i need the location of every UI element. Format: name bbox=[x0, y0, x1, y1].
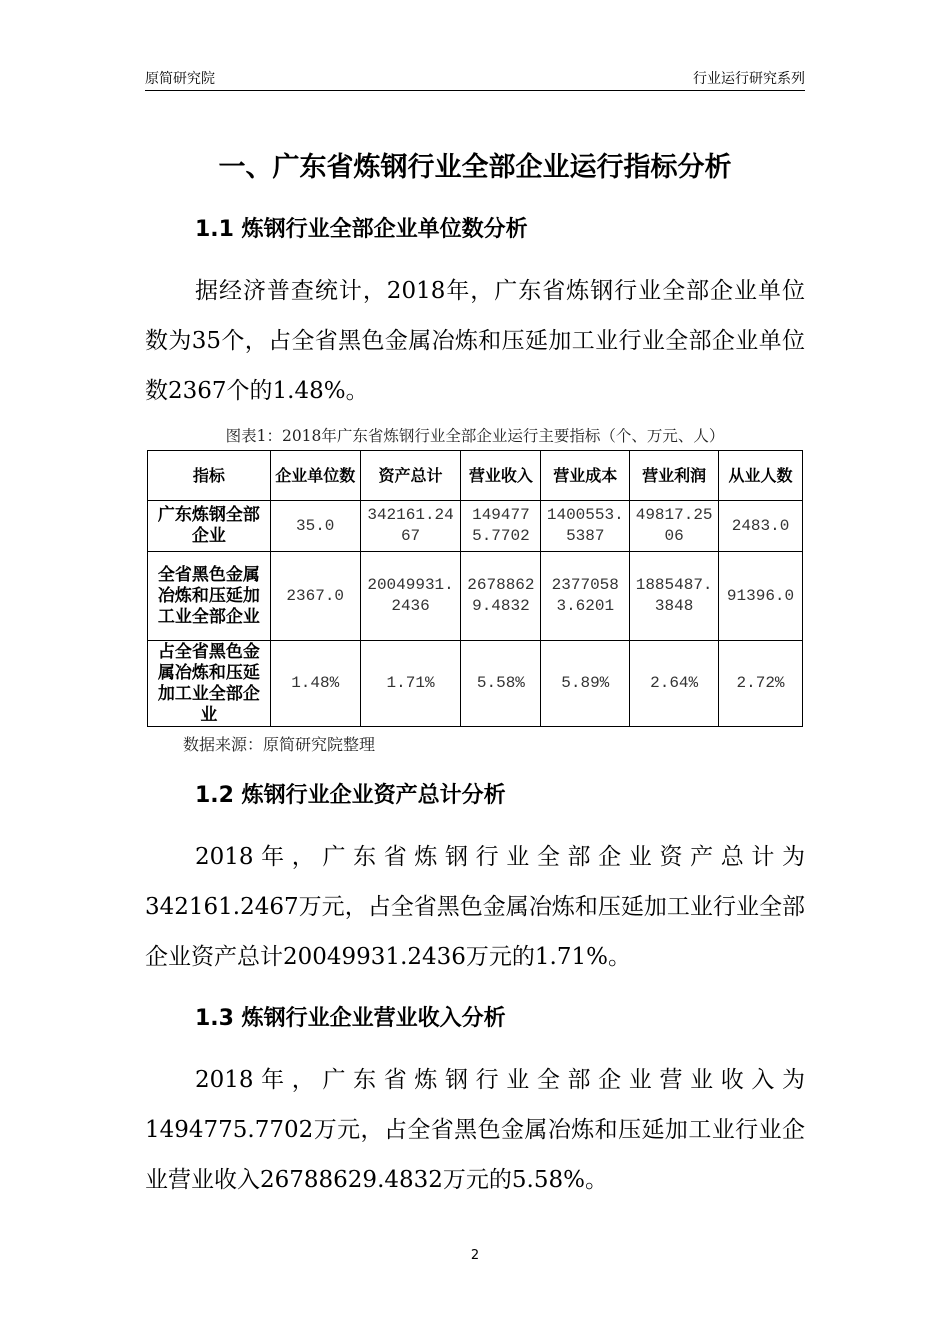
table-cell: 1885487.3848 bbox=[630, 552, 719, 641]
table-cell: 2483.0 bbox=[719, 501, 803, 552]
header-right: 行业运行研究系列 bbox=[693, 71, 805, 87]
header-divider bbox=[145, 90, 805, 91]
paragraph: 2018年，广东省炼钢行业全部企业资产总计为342161.2467万元，占全省黑色金属冶炼和压延加工业行业全部企业资产总计20049931.2436万元的1.71%。 bbox=[145, 844, 805, 970]
table-cell: 5.58% bbox=[461, 641, 541, 727]
row-label: 占全省黑色金属冶炼和压延加工业全部企业 bbox=[148, 641, 271, 727]
table-cell: 35.0 bbox=[270, 501, 360, 552]
section-heading: 1.1 炼钢行业全部企业单位数分析 bbox=[195, 217, 528, 242]
page-title: 一、广东省炼钢行业全部企业运行指标分析 bbox=[218, 152, 732, 183]
table-cell: 49817.2506 bbox=[630, 501, 719, 552]
table-cell: 20049931.2436 bbox=[360, 552, 461, 641]
table-cell: 1.48% bbox=[270, 641, 360, 727]
page-number: 2 bbox=[470, 1248, 480, 1263]
table-cell: 2367.0 bbox=[270, 552, 360, 641]
column-header: 企业单位数 bbox=[270, 451, 360, 501]
table-caption: 图表1：2018年广东省炼钢行业全部企业运行主要指标（个、万元、人） bbox=[225, 427, 725, 445]
section-heading: 1.2 炼钢行业企业资产总计分析 bbox=[195, 783, 506, 808]
table-source: 数据来源：原简研究院整理 bbox=[183, 735, 376, 754]
table-header-row bbox=[148, 451, 803, 501]
table-cell: 26788629.4832 bbox=[461, 552, 541, 641]
table-row bbox=[148, 641, 803, 727]
table-cell: 23770583.6201 bbox=[541, 552, 630, 641]
row-label: 全省黑色金属冶炼和压延加工业全部企业 bbox=[148, 552, 271, 641]
column-header: 营业收入 bbox=[461, 451, 541, 501]
table-cell: 91396.0 bbox=[719, 552, 803, 641]
row-label: 广东炼钢全部企业 bbox=[148, 501, 271, 552]
column-header: 资产总计 bbox=[360, 451, 461, 501]
table-cell: 5.89% bbox=[541, 641, 630, 727]
table-cell: 1494775.7702 bbox=[461, 501, 541, 552]
column-header: 指标 bbox=[148, 451, 271, 501]
table-cell: 2.64% bbox=[630, 641, 719, 727]
column-header: 营业成本 bbox=[541, 451, 630, 501]
paragraph: 据经济普查统计，2018年，广东省炼钢行业全部企业单位数为35个，占全省黑色金属冶炼和压延加工业行业全部企业单位数2367个的1.48%。 bbox=[145, 278, 805, 404]
table-row bbox=[148, 552, 803, 641]
table-row bbox=[148, 501, 803, 552]
table-cell: 1400553.5387 bbox=[541, 501, 630, 552]
section-heading: 1.3 炼钢行业企业营业收入分析 bbox=[195, 1006, 506, 1031]
table-cell: 1.71% bbox=[360, 641, 461, 727]
paragraph: 2018年，广东省炼钢行业全部企业营业收入为1494775.7702万元，占全省黑色金属冶炼和压延加工业行业企业营业收入26788629.4832万元的5.58%。 bbox=[145, 1067, 805, 1193]
header-left: 原简研究院 bbox=[145, 71, 215, 87]
table-cell: 2.72% bbox=[719, 641, 803, 727]
column-header: 从业人数 bbox=[719, 451, 803, 501]
column-header: 营业利润 bbox=[630, 451, 719, 501]
indicator-table bbox=[147, 450, 803, 727]
table-cell: 342161.2467 bbox=[360, 501, 461, 552]
